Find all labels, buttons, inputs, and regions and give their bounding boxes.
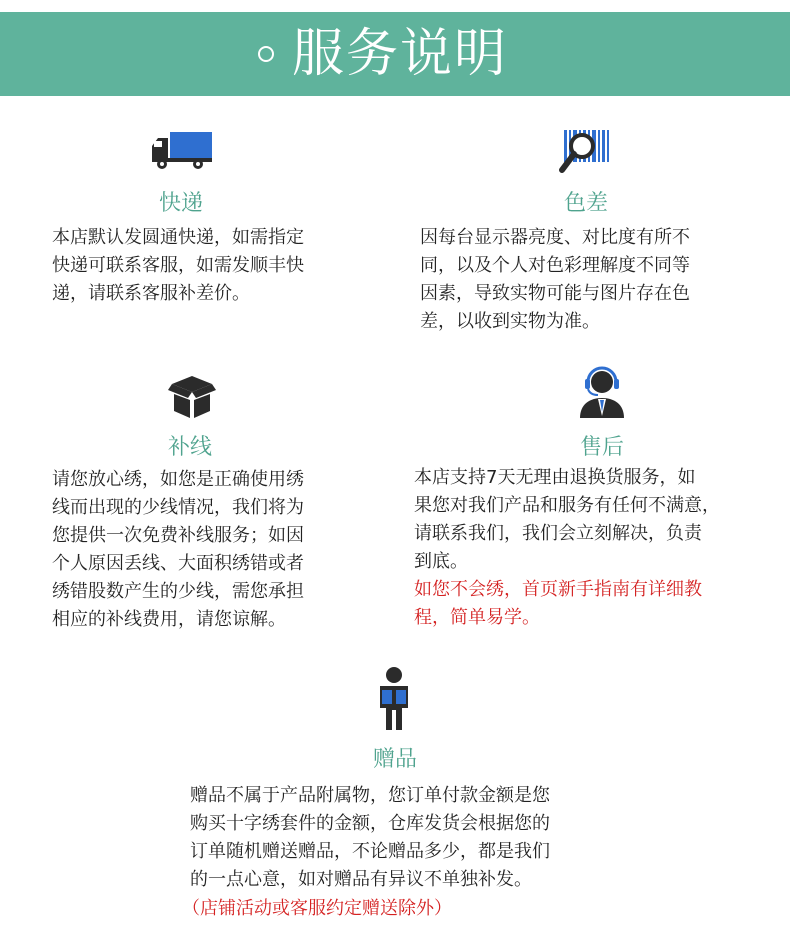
person-holding-gift-icon xyxy=(374,666,414,732)
section-heading: 快递 xyxy=(158,191,203,216)
section-text: 因每台显示器亮度、对比度有所不 同，以及个人对色彩理解度不同等 因素，导致实物可能与图片存在色 差，以收到实物为准。 xyxy=(420,227,690,332)
circle-icon xyxy=(258,46,274,62)
section-text: 赠品不属于产品附属物，您订单付款金额是您 购买十字绣套件的金额，仓库发货会根据您的 订单随机赠送赠品，不论赠品多少，都是我们 的一点心意，如对赠品有异议不单独补发。 xyxy=(190,785,550,890)
barcode-magnifier-icon xyxy=(558,128,614,176)
page-title: 服务说明 xyxy=(292,24,509,84)
open-box-icon xyxy=(166,374,218,420)
section-heading: 补线 xyxy=(167,435,212,460)
section-text: 本店默认发圆通快递，如需指定 快递可联系客服，如需发顺丰快 递，请联系客服补差价。 xyxy=(52,227,304,304)
section-heading: 色差 xyxy=(563,191,608,216)
section-heading: 赠品 xyxy=(372,747,417,772)
section-text: 本店支持7天无理由退换货服务，如 果您对我们产品和服务有任何不满意， 请联系我们，我们会立刻解决，负责 到底。 xyxy=(414,467,720,572)
truck-icon xyxy=(150,130,214,170)
customer-service-headset-icon xyxy=(578,362,626,418)
section-heading: 售后 xyxy=(579,435,624,460)
section-text: 请您放心绣，如您是正确使用绣 线而出现的少线情况，我们将为 您提供一次免费补线服务；如因 个人原因丢线、大面积绣错或者 绣错股数产生的少线，需您承担 相应的补线费用，请您谅解。 xyxy=(52,469,304,630)
section-highlight-text: 如您不会绣，首页新手指南有详细教 程，简单易学。 xyxy=(414,579,702,628)
title-banner xyxy=(0,12,790,96)
section-highlight-text: （店铺活动或客服约定赠送除外） xyxy=(182,898,452,919)
